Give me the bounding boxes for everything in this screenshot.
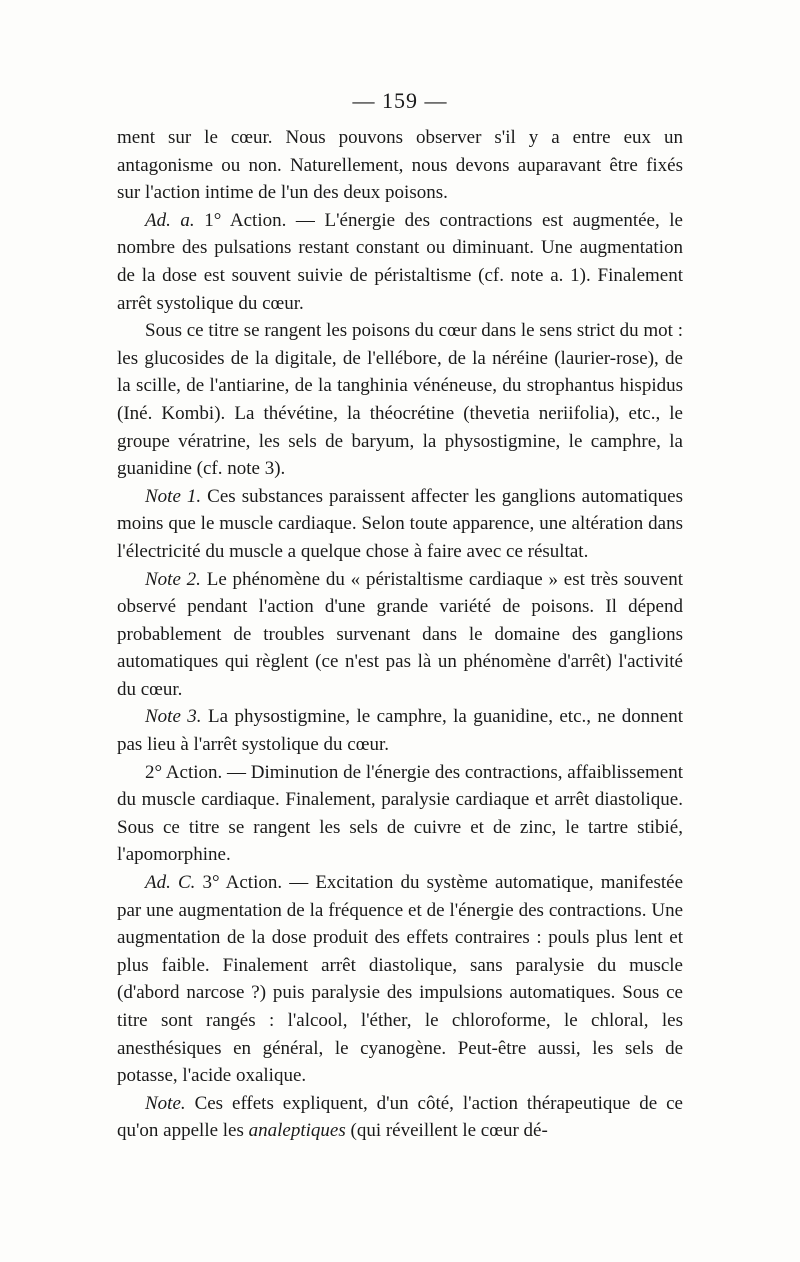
paragraph-text: Ces substances paraissent affecter les ganglions automatiques moins que le muscle cardiaque. Selon toute apparence, une altération dans l'électricité du muscle a quelque chose à faire avec ce résultat. bbox=[117, 485, 683, 562]
paragraph-text: La physostigmine, le camphre, la guanidine, etc., ne donnent pas lieu à l'arrêt systolique du cœur. bbox=[117, 706, 683, 756]
paragraph-text: 2° Action. — Diminution de l'énergie des contractions, affaiblissement du muscle cardiaque. Finalement, paralysie cardiaque et arrêt diastolique. Sous ce titre se rangent les sels de cuivre et de zinc, le tartre stibié, l'apomorphine. bbox=[117, 761, 683, 866]
paragraph-lead: Ad. C. bbox=[145, 872, 196, 894]
page-number: — 159 — bbox=[352, 88, 448, 113]
paragraph-note-3 bbox=[117, 703, 683, 758]
body-text bbox=[117, 124, 683, 1145]
paragraph-text: 1° Action. — L'énergie des contractions est augmentée, le nombre des pulsations restant constant ou diminuant. Une augmentation de la dose est souvent suivie de péristaltisme (cf. note a. 1). Finalement arrêt systolique du cœur. bbox=[117, 209, 683, 314]
paragraph-text: 3° Action. — Excitation du système automatique, manifestée par une augmentation de la fréquence et de l'énergie des contractions. Une augmentation de la dose produit des effets contraires : pouls plus lent et plus faible. Finalement arrêt diastolique, sans paralysie du muscle (d'abord narcose ?) puis paralysie des impulsions automatiques. Sous ce titre sont rangés : l'alcool, l'éther, le chloroforme, le chloral, les anesthésiques en général, le cyanogène. Peut-être aussi, les sels de potasse, l'acide oxalique. bbox=[117, 872, 684, 1087]
paragraph-lead: Note. bbox=[145, 1092, 186, 1114]
paragraph-lead: Note 1. bbox=[145, 485, 202, 507]
paragraph-lead: Note 3. bbox=[145, 706, 202, 728]
paragraph-lead: Note 2. bbox=[145, 568, 201, 590]
paragraph-text: Sous ce titre se rangent les poisons du cœur dans le sens strict du mot : les glucosides de la digitale, de l'ellébore, de la néréine (laurier-rose), de la scille, de l'antiarine, de la tanghinia vénéneuse, du strophantus hispidus (Iné. Kombi). La thévétine, la théocrétine (thevetia neriifolia), etc., le groupe vératrine, les sels de baryum, la physostigmine, le camphre, la guanidine (cf. note 3). bbox=[117, 320, 683, 480]
paragraph-note-2 bbox=[117, 566, 683, 704]
paragraph-text: Ces effets expliquent, d'un côté, l'action thérapeutique de ce qu'on appelle les bbox=[117, 1092, 683, 1142]
paragraph-ad-c bbox=[117, 869, 683, 1090]
paragraph-ad-a bbox=[117, 207, 683, 317]
paragraph-tail: (qui réveillent le cœur dé- bbox=[345, 1120, 548, 1142]
paragraph-final-note bbox=[117, 1090, 683, 1145]
paragraph-text: Le phénomène du « péristaltisme cardiaque » est très souvent observé pendant l'action d'une grande variété de poisons. Il dépend probablement de troubles survenant dans le domaine des ganglions automatiques qui règlent (ce n'est pas là un phénomène d'arrêt) l'activité du cœur. bbox=[117, 568, 683, 700]
paragraph-lead: Ad. a. bbox=[145, 209, 195, 231]
paragraph-heart-poisons bbox=[117, 317, 683, 483]
paragraph-second-action bbox=[117, 759, 683, 869]
italic-term: analeptiques bbox=[248, 1120, 346, 1142]
paragraph-note-1 bbox=[117, 483, 683, 566]
paragraph-text: ment sur le cœur. Nous pouvons observer s'il y a entre eux un antagonisme ou non. Naturellement, nous devons auparavant être fixés sur l'action intime de l'un des deux poisons. bbox=[117, 127, 683, 204]
paragraph-continuation bbox=[117, 124, 683, 207]
